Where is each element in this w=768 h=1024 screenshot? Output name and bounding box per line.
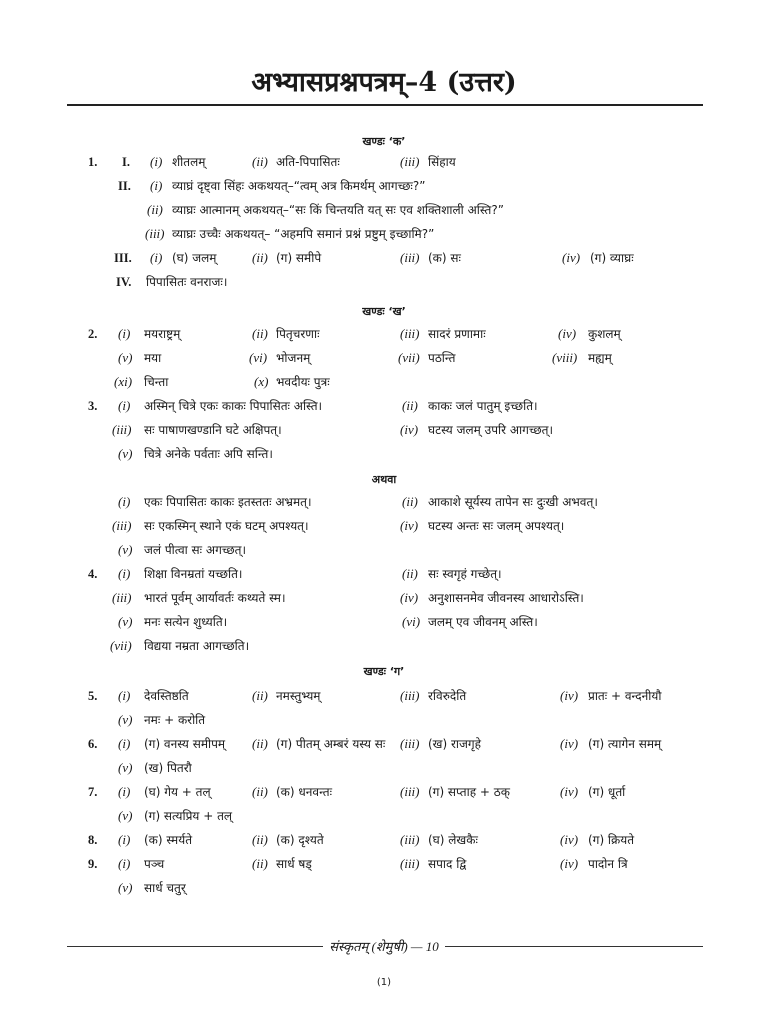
sub-number: (ii) [252, 856, 268, 871]
answer-text: (क) सः [428, 251, 461, 265]
sub-number: (iv) [562, 250, 581, 265]
answer-text: जलम् एव जीवनम् अस्ति। [428, 615, 538, 629]
sub-number: (i) [118, 566, 131, 581]
question-number: 4. [88, 567, 98, 581]
sub-number: (i) [118, 398, 131, 413]
sub-number: (iv) [560, 688, 579, 703]
sub-number: (iv) [400, 518, 419, 533]
answer-row-2-a [0, 324, 768, 344]
answer-text: घटस्य जलम् उपरि आगच्छत्। [428, 423, 554, 437]
question-number: 8. [88, 833, 98, 847]
answer-text: सः स्वगृहं गच्छेत्। [428, 567, 502, 581]
sub-number: (iii) [400, 832, 420, 847]
answer-text: एकः पिपासितः काकः इतस्ततः अभ्रमत्। [144, 495, 312, 509]
sub-number: (iii) [112, 422, 132, 437]
answer-text: सपाद द्वि [428, 857, 467, 871]
sub-number: (ii) [252, 784, 268, 799]
answer-text: प्रातः + वन्दनीयौ [588, 689, 662, 703]
sub-number: (v) [118, 614, 133, 629]
sub-number: (viii) [552, 350, 578, 365]
sub-number: (v) [118, 880, 133, 895]
sub-number: (iii) [400, 326, 420, 341]
answer-text: मह्यम् [588, 351, 612, 365]
answer-row-8 [0, 830, 768, 850]
answer-text: भारतं पूर्वम् आर्यावर्तः कथ्यते स्म। [144, 591, 286, 605]
question-number: 2. [88, 327, 98, 341]
answer-text: (क) दृश्यते [276, 833, 324, 847]
roman-number: III. [114, 251, 132, 265]
answer-row-9-a [0, 854, 768, 874]
answer-text: कुशलम् [588, 327, 621, 341]
answer-text: चित्रे अनेके पर्वताः अपि सन्ति। [144, 447, 273, 461]
sub-number: (i) [118, 688, 131, 703]
answer-text: (ग) क्रियते [588, 833, 635, 847]
answer-text: पितृचरणाः [276, 327, 320, 341]
section-kha-heading: खण्डः ‘ख’ [362, 305, 406, 318]
sub-number: (ii) [252, 326, 268, 341]
sub-number: (ii) [252, 250, 268, 265]
answer-text: व्याघ्रं दृष्ट्वा सिंहः अकथयत्–“त्वम् अत्र किमर्थम् आगच्छः?” [172, 179, 426, 193]
answer-text: (ख) राजगृहे [428, 737, 482, 751]
answer-text: रविरुदेति [428, 689, 467, 703]
sub-number: (v) [118, 350, 133, 365]
sub-number: (i) [150, 178, 163, 193]
sub-number: (ii) [147, 202, 163, 217]
roman-number: II. [118, 179, 131, 193]
question-number: 7. [88, 785, 98, 799]
answer-row-3-c [0, 444, 768, 464]
sub-number: (iv) [560, 856, 579, 871]
sub-number: (v) [118, 446, 133, 461]
answer-text: (ग) त्यागेन समम् [588, 737, 662, 751]
answer-text: (ग) पीतम् अम्बरं यस्य सः [276, 737, 386, 751]
answer-text: नमस्तुभ्यम् [276, 689, 321, 703]
answer-text: चिन्ता [144, 375, 169, 389]
answer-row-3-b [0, 420, 768, 440]
sub-number: (iii) [112, 518, 132, 533]
answer-row-2-c [0, 372, 768, 392]
answer-row-5-a [0, 686, 768, 706]
answer-text: मनः सत्येन शुध्यति। [144, 615, 228, 629]
sub-number: (ii) [252, 154, 268, 169]
answer-row-4-a [0, 564, 768, 584]
answer-text: (घ) जलम् [172, 251, 217, 265]
answer-text: (क) स्मर्यते [144, 833, 193, 847]
sub-number: (iv) [560, 784, 579, 799]
answer-row-9-b [0, 878, 768, 898]
answer-text: भवदीयः पुत्रः [276, 375, 330, 389]
sub-number: (iii) [400, 250, 420, 265]
sub-number: (ii) [252, 736, 268, 751]
sub-number: (ii) [402, 398, 418, 413]
answer-row-4-c [0, 612, 768, 632]
answer-text: (घ) लेखकैः [428, 833, 478, 847]
roman-number: IV. [116, 275, 132, 289]
sub-number: (iv) [400, 422, 419, 437]
answer-text: पादोन त्रि [588, 857, 628, 871]
answer-text: व्याघ्रः उच्चैः अकथयत्– “अहमपि समानं प्रश्नं प्रष्टुम् इच्छामि?” [172, 227, 435, 241]
page-number: (1) [376, 977, 392, 988]
answer-text: व्याघ्रः आत्मानम् अकथयत्–“सः किं चिन्तयति यत् सः एव शक्तिशाली अस्ति?” [172, 203, 504, 217]
sub-number: (i) [118, 736, 131, 751]
answer-text: (ग) सप्ताह + ठक् [428, 785, 510, 799]
sub-number: (iii) [400, 736, 420, 751]
page-title: अभ्यासप्रश्नपत्रम्–4 (उत्तर) [251, 67, 517, 98]
answer-row-3-a [0, 396, 768, 416]
answer-text: (क) धनवन्तः [276, 785, 333, 799]
answer-row-1-II-iii [0, 224, 768, 244]
answer-text: पञ्च [144, 857, 165, 871]
sub-number: (iii) [400, 154, 420, 169]
answer-text: घटस्य अन्तः सः जलम् अपश्यत्। [428, 519, 565, 533]
sub-number: (i) [118, 326, 131, 341]
sub-number: (iii) [145, 226, 165, 241]
sub-number: (v) [118, 542, 133, 557]
question-number: 1. [88, 155, 98, 169]
sub-number: (vi) [249, 350, 268, 365]
footer-book-title-text: संस्कृतम् (शेमुषी) — 10 [323, 939, 444, 954]
sub-number: (iv) [558, 326, 577, 341]
answer-text: (ग) समीपे [276, 251, 322, 265]
question-number: 3. [88, 399, 98, 413]
sub-number: (iii) [400, 856, 420, 871]
answer-row-2-b [0, 348, 768, 368]
sub-number: (i) [118, 494, 131, 509]
answer-text: आकाशे सूर्यस्य तापेन सः दुःखी अभवत्। [428, 495, 598, 509]
answer-text: नमः + करोति [144, 713, 206, 727]
sub-number: (vii) [398, 350, 420, 365]
answer-text: देवस्तिष्ठति [144, 689, 189, 703]
answer-row-athava-b [0, 516, 768, 536]
answer-text: अति-पिपासितः [276, 155, 340, 169]
answer-row-6-a [0, 734, 768, 754]
sub-number: (ii) [402, 494, 418, 509]
answer-text: मया [144, 351, 162, 365]
footer-book-title [0, 937, 768, 955]
sub-number: (iii) [112, 590, 132, 605]
sub-number: (v) [118, 712, 133, 727]
answer-text: सः पाषाणखण्डानि घटे अक्षिपत्। [144, 423, 282, 437]
sub-number: (i) [150, 154, 163, 169]
answer-text: मयराष्ट्रम् [144, 327, 181, 341]
answer-text: भोजनम् [276, 351, 311, 365]
answer-text: काकः जलं पातुम् इच्छति। [428, 399, 538, 413]
section-ka-heading: खण्डः ‘क’ [362, 135, 406, 148]
question-number: 5. [88, 689, 98, 703]
sub-number: (v) [118, 760, 133, 775]
answer-row-1-IV [0, 272, 768, 292]
sub-number: (ii) [402, 566, 418, 581]
answer-text: (ग) सत्यप्रिय + तल् [144, 809, 233, 823]
answer-row-athava-a [0, 492, 768, 512]
answer-text: (ग) वनस्य समीपम् [144, 737, 226, 751]
answer-text: शीतलम् [172, 155, 206, 169]
answer-text: सः एकस्मिन् स्थाने एकं घटम् अपश्यत्। [144, 519, 309, 533]
answer-row-5-b [0, 710, 768, 730]
section-ga-heading: खण्डः ‘ग’ [363, 665, 405, 678]
answer-row-7-a [0, 782, 768, 802]
sub-number: (iii) [400, 784, 420, 799]
answer-text: (ख) पितरौ [144, 761, 192, 775]
answer-row-4-d [0, 636, 768, 656]
answer-text: (घ) गेय + तल् [144, 785, 211, 799]
answer-text: पिपासितः वनराजः। [146, 275, 228, 289]
answer-row-1-II-i [0, 176, 768, 196]
sub-number: (ii) [252, 832, 268, 847]
answer-text: अनुशासनमेव जीवनस्य आधारोऽस्ति। [428, 591, 584, 605]
sub-number: (vi) [402, 614, 421, 629]
question-number: 9. [88, 857, 98, 871]
answer-text: शिक्षा विनम्रतां यच्छति। [144, 567, 243, 581]
answer-text: सिंहाय [428, 155, 456, 169]
sub-number: (i) [150, 250, 163, 265]
answer-row-6-b [0, 758, 768, 778]
sub-number: (iv) [560, 736, 579, 751]
answer-text: जलं पीत्वा सः अगच्छत्। [144, 543, 247, 557]
answer-text: विद्यया नम्रता आगच्छति। [144, 639, 250, 653]
answer-row-4-b [0, 588, 768, 608]
answer-text: पठन्ति [428, 351, 456, 365]
sub-number: (ii) [252, 688, 268, 703]
answer-row-7-b [0, 806, 768, 826]
answer-row-1-II-ii [0, 200, 768, 220]
sub-number: (iv) [560, 832, 579, 847]
sub-number: (iv) [400, 590, 419, 605]
sub-number: (xi) [114, 374, 133, 389]
sub-number: (vii) [110, 638, 132, 653]
sub-number: (i) [118, 856, 131, 871]
title-divider [67, 104, 703, 106]
answer-row-athava-c [0, 540, 768, 560]
roman-number: I. [122, 155, 130, 169]
athava-heading: अथवा [371, 473, 397, 486]
answer-row-1-III [0, 248, 768, 268]
answer-text: (ग) धूर्ता [588, 785, 626, 799]
answer-row-1-I [0, 152, 768, 172]
answer-text: (ग) व्याघ्रः [590, 251, 634, 265]
answer-text: सार्ध चतुर् [144, 881, 186, 895]
sub-number: (i) [118, 784, 131, 799]
sub-number: (v) [118, 808, 133, 823]
sub-number: (x) [254, 374, 269, 389]
answer-text: सादरं प्रणामाः [428, 327, 486, 341]
answer-text: सार्ध षड् [276, 857, 312, 871]
sub-number: (i) [118, 832, 131, 847]
sub-number: (iii) [400, 688, 420, 703]
answer-text: अस्मिन् चित्रे एकः काकः पिपासितः अस्ति। [144, 399, 323, 413]
question-number: 6. [88, 737, 98, 751]
